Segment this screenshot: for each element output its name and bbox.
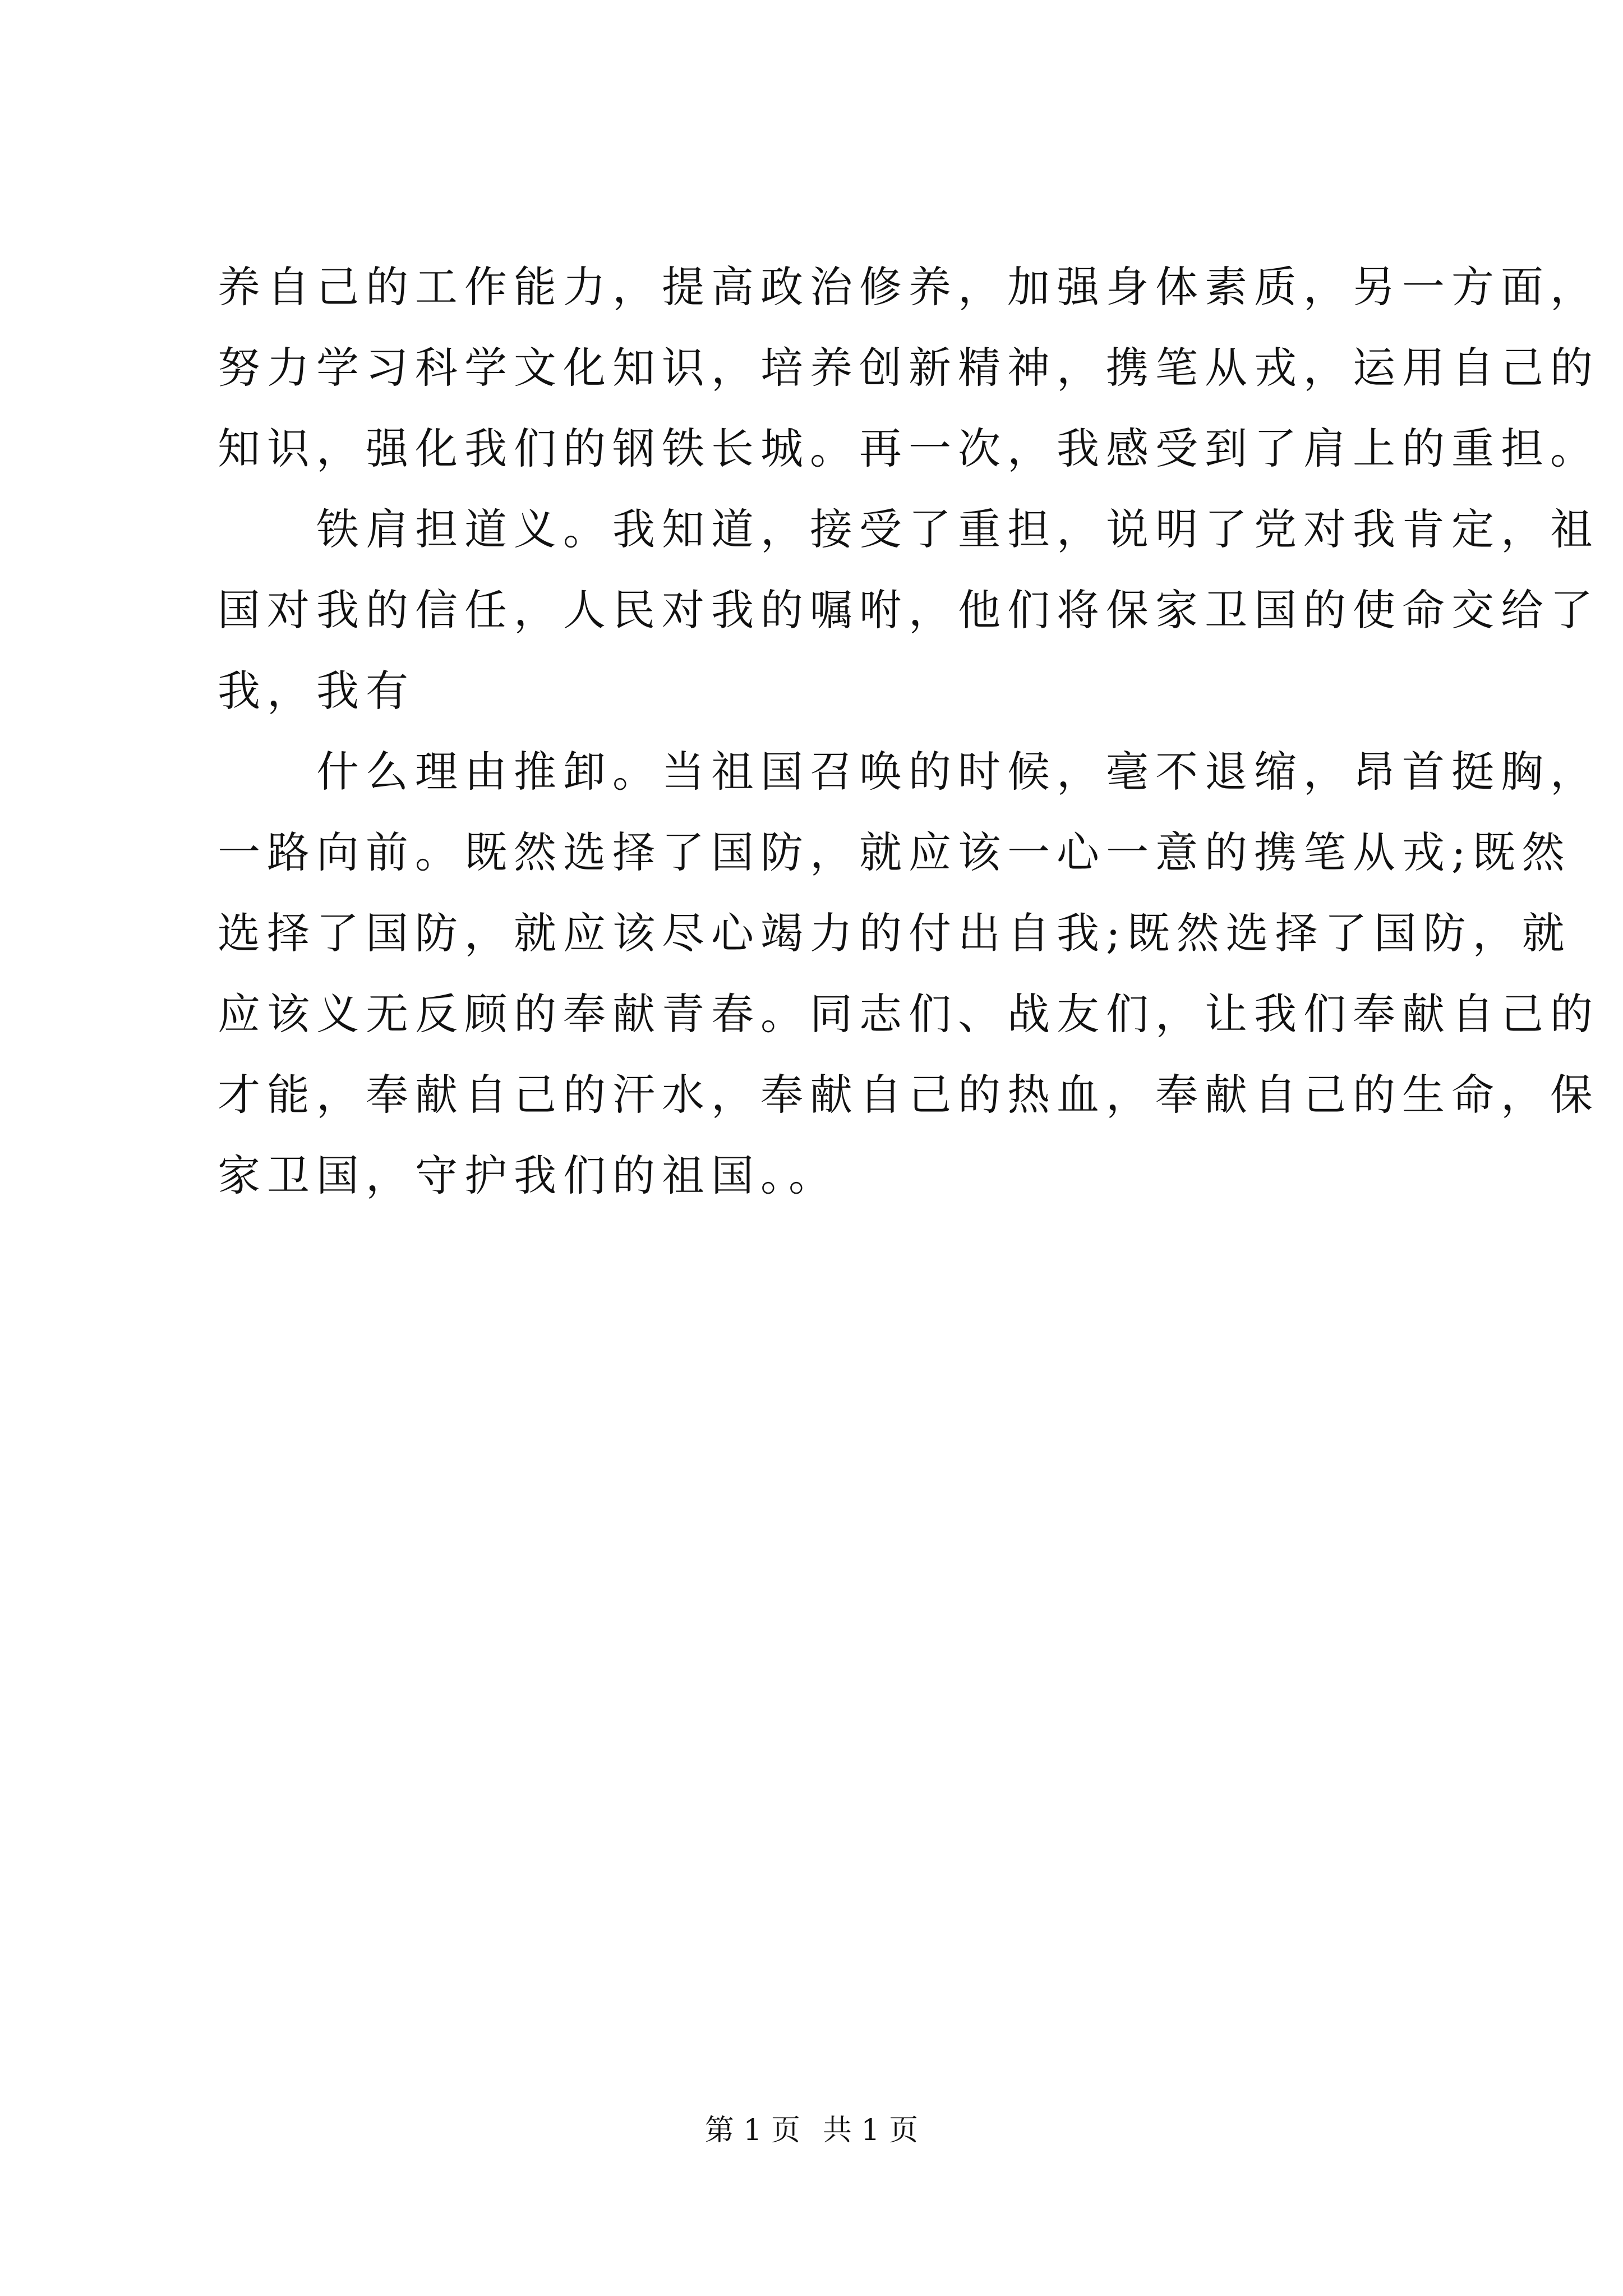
page-footer bbox=[0, 2108, 1623, 2153]
text-line: 养自己的工作能力，提高政治修养，加强身体素质，另一方面， bbox=[218, 262, 1599, 312]
page-number: 第 1 页 bbox=[704, 2114, 800, 2147]
text-line: 努力学习科学文化知识，培养创新精神，携笔从戎，运用自己的 bbox=[218, 343, 1599, 393]
body-text bbox=[218, 247, 1599, 1216]
text-line: 才能，奉献自己的汗水，奉献自己的热血，奉献自己的生命，保 bbox=[218, 1070, 1599, 1120]
text-line: 选择了国防，就应该尽心竭力的付出自我;既然选择了国防，就 bbox=[218, 908, 1571, 958]
page-total: 共 1 页 bbox=[823, 2114, 919, 2147]
text-line: 家卫国，守护我们的祖国。。 bbox=[218, 1151, 838, 1200]
text-line: 应该义无反顾的奉献青春。同志们、战友们，让我们奉献自己的 bbox=[218, 989, 1599, 1039]
text-line: 国对我的信任，人民对我的嘱咐，他们将保家卫国的使命交给了 bbox=[218, 585, 1599, 635]
text-line: 知识，强化我们的钢铁长城。再一次，我感受到了肩上的重担。 bbox=[218, 424, 1599, 473]
text-line: 一路向前。既然选择了国防，就应该一心一意的携笔从戎;既然 bbox=[218, 827, 1571, 877]
paragraph-start-line: 什么理由推卸。当祖国召唤的时候，毫不退缩，昂首挺胸， bbox=[316, 747, 1599, 797]
text-line: 我，我有 bbox=[218, 666, 415, 716]
paragraph-start-line: 铁肩担道义。我知道，接受了重担，说明了党对我肯定，祖 bbox=[316, 504, 1599, 554]
